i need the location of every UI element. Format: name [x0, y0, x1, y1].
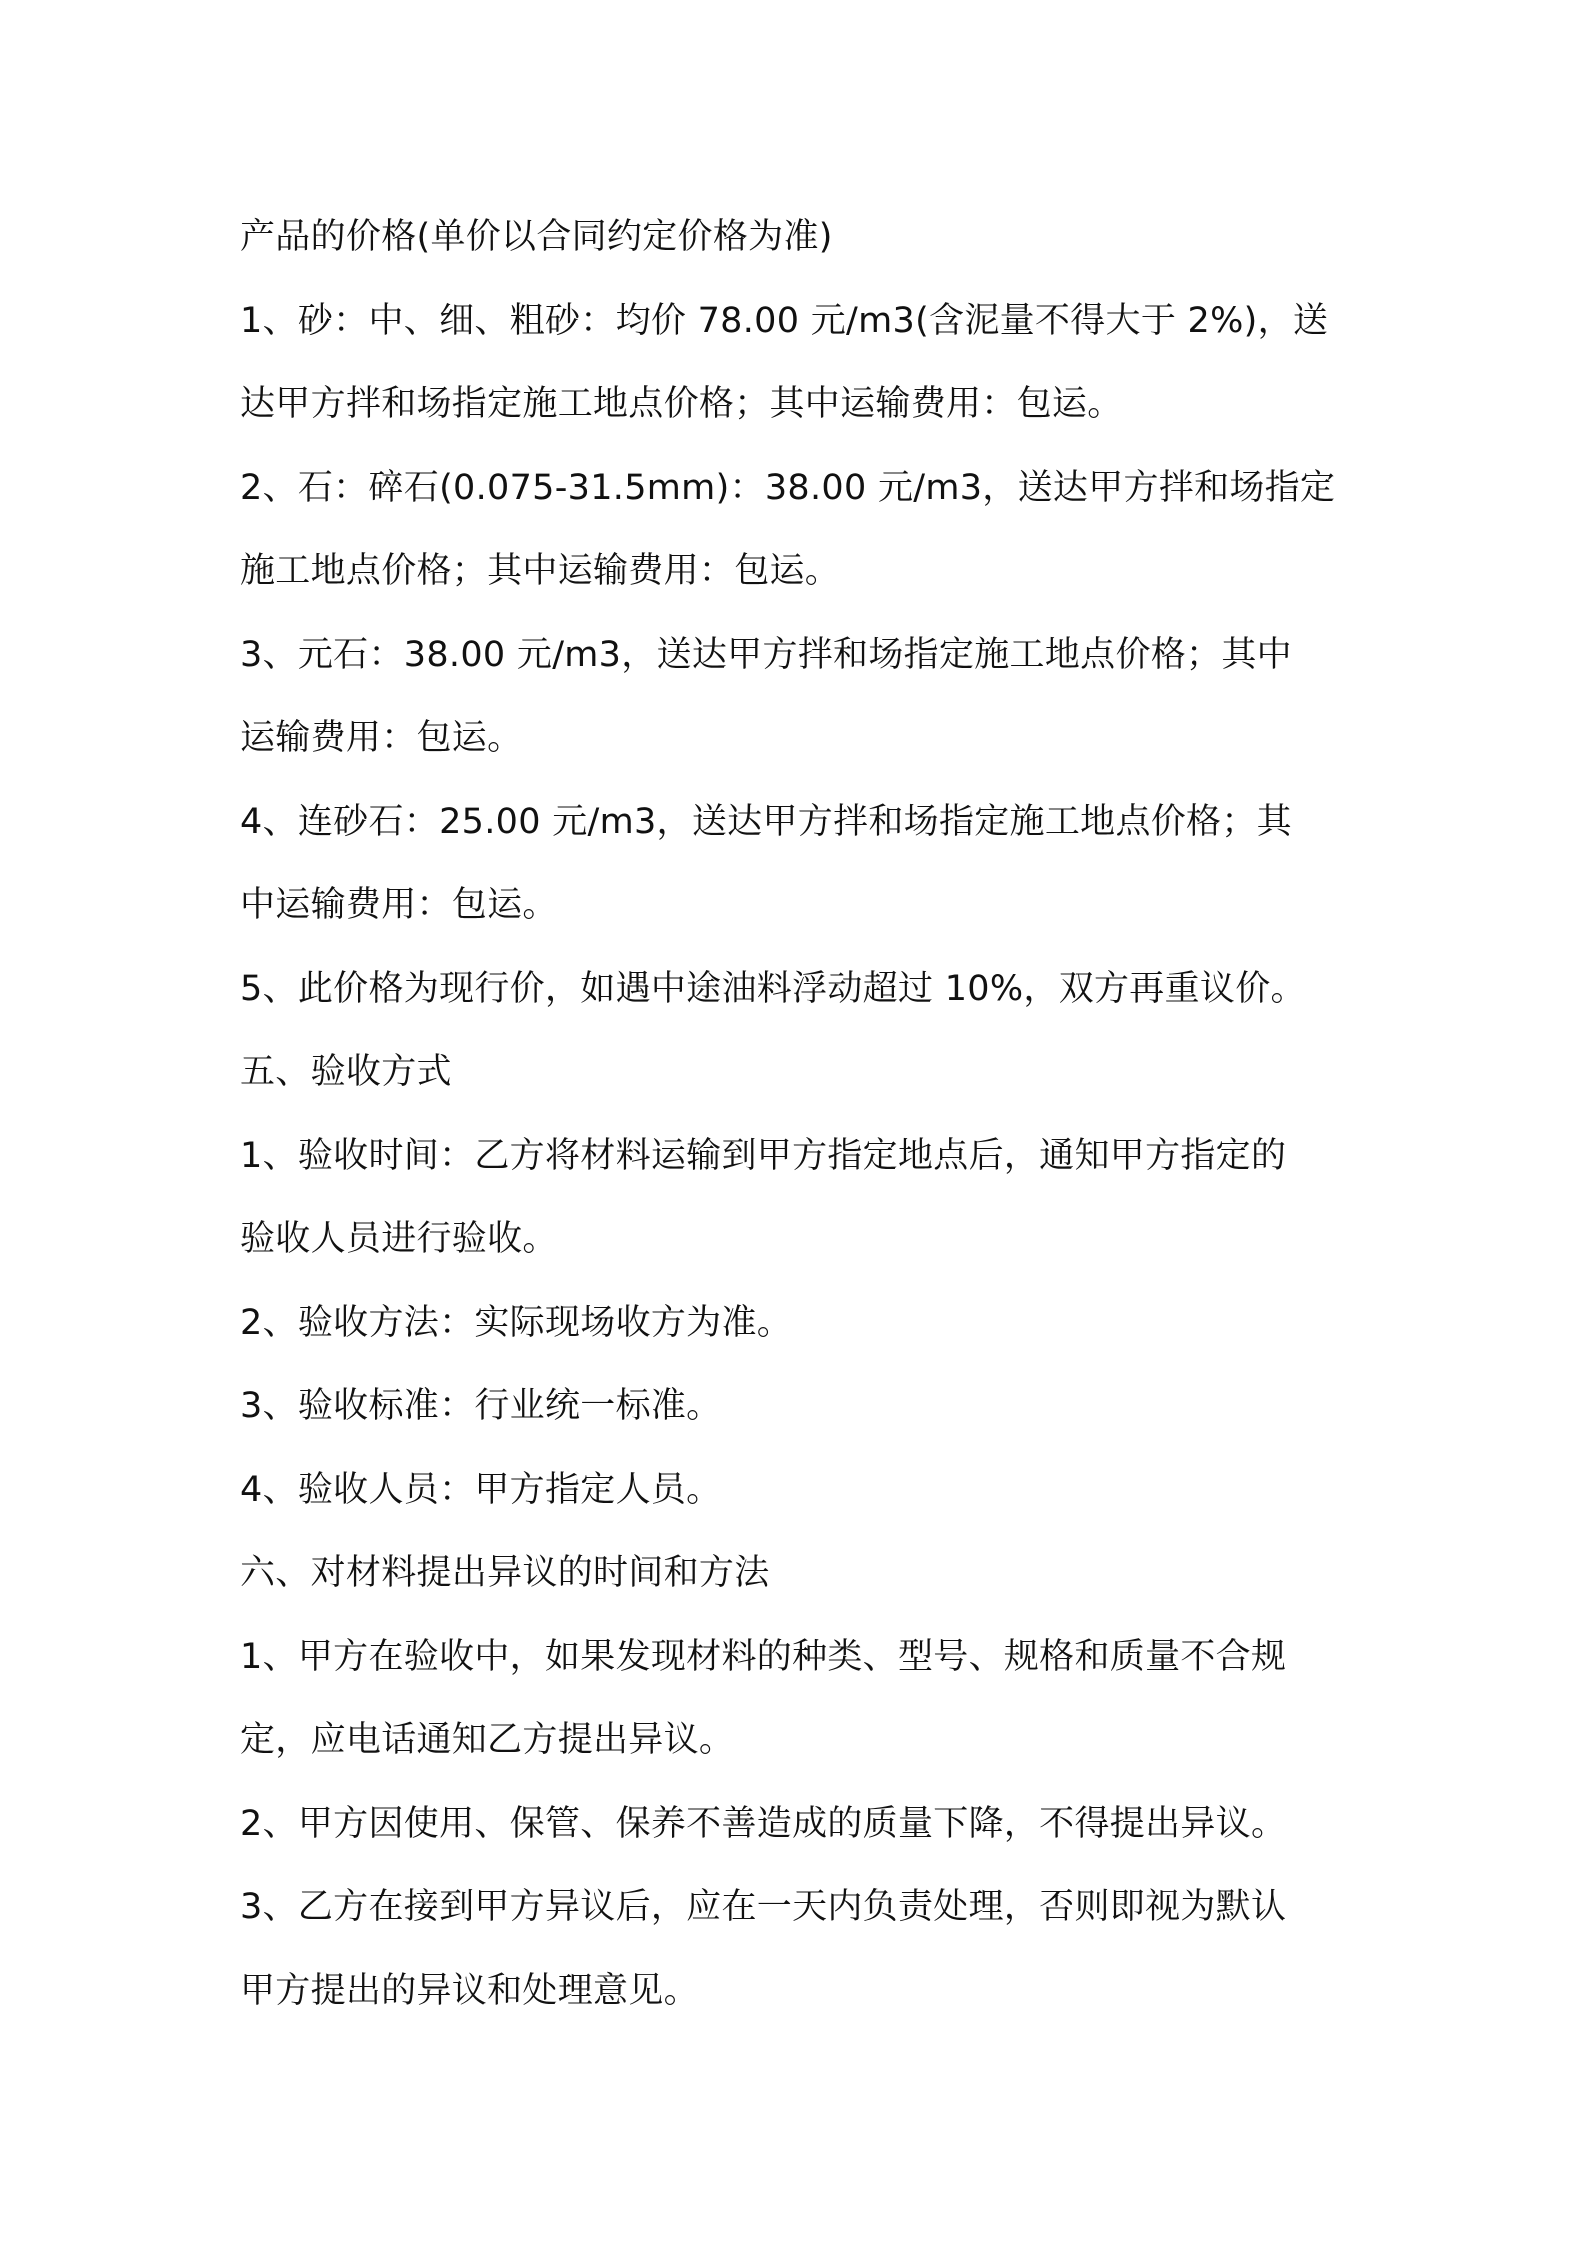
acceptance-time-line-1: 1、验收时间：乙方将材料运输到甲方指定地点后，通知甲方指定的	[240, 1135, 1287, 1176]
price-item-gravel-line-1: 2、石：碎石(0.075-31.5mm)：38.00 元/m3，送达甲方拌和场指定	[240, 467, 1336, 508]
acceptance-time-line-2: 验收人员进行验收。	[240, 1219, 558, 1259]
objection-item-3-line-1: 3、乙方在接到甲方异议后，应在一天内负责处理，否则即视为默认	[240, 1887, 1287, 1927]
acceptance-personnel: 4、验收人员：甲方指定人员。	[240, 1469, 722, 1510]
acceptance-section-heading: 五、验收方式	[240, 1052, 452, 1092]
price-item-sand-gravel-line-2: 中运输费用：包运。	[240, 885, 558, 925]
acceptance-method: 2、验收方法：实际现场收方为准。	[240, 1302, 793, 1343]
price-item-sand-line-2: 达甲方拌和场指定施工地点价格；其中运输费用：包运。	[240, 384, 1123, 424]
price-item-round-stone-line-2: 运输费用：包运。	[240, 718, 523, 758]
objection-item-1-line-1: 1、甲方在验收中，如果发现材料的种类、型号、规格和质量不合规	[240, 1636, 1287, 1677]
price-item-sand-gravel-line-1: 4、连砂石：25.00 元/m3，送达甲方拌和场指定施工地点价格；其	[240, 801, 1292, 842]
acceptance-standard: 3、验收标准：行业统一标准。	[240, 1386, 722, 1426]
objection-item-2: 2、甲方因使用、保管、保养不善造成的质量下降，不得提出异议。	[240, 1803, 1287, 1844]
objection-section-heading: 六、对材料提出异议的时间和方法	[240, 1553, 770, 1593]
price-item-adjustment: 5、此价格为现行价，如遇中途油料浮动超过 10%，双方再重议价。	[240, 968, 1306, 1009]
document-body	[240, 196, 1370, 2033]
price-item-round-stone-line-1: 3、元石：38.00 元/m3，送达甲方拌和场指定施工地点价格；其中	[240, 634, 1292, 675]
objection-item-3-line-2: 甲方提出的异议和处理意见。	[240, 1970, 699, 2011]
price-item-gravel-line-2: 施工地点价格；其中运输费用：包运。	[240, 551, 841, 591]
price-section-heading: 产品的价格(单价以合同约定价格为准)	[240, 217, 833, 257]
price-item-sand-line-1: 1、砂：中、细、粗砂：均价 78.00 元/m3(含泥量不得大于 2%)，送	[240, 300, 1329, 341]
objection-item-1-line-2: 定，应电话通知乙方提出异议。	[240, 1720, 735, 1760]
